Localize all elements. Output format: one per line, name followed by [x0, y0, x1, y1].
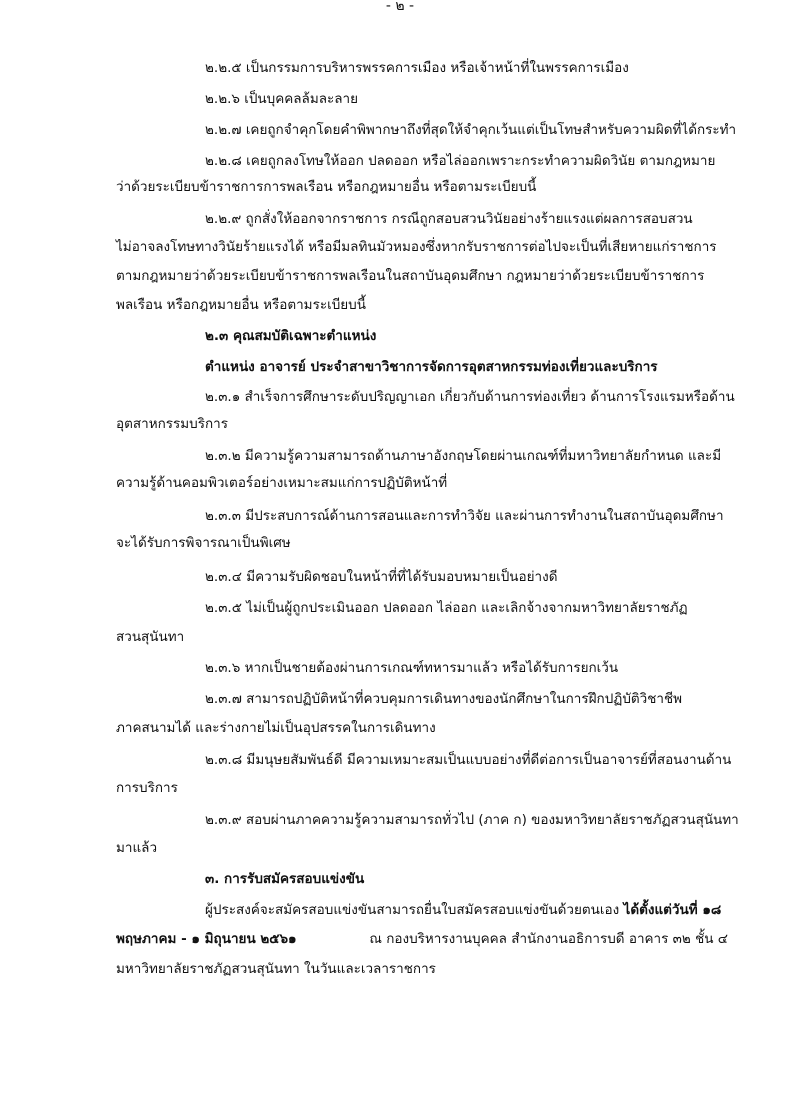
clause-2-2-9-cont-2: ตามกฎหมายว่าด้วยระเบียบข้าราชการพลเรือนในสถาบันอุดมศึกษา กฎหมายว่าด้วยระเบียบข้าราชการ [116, 268, 705, 284]
clause-2-3-1: ๒.๓.๑ สำเร็จการศึกษาระดับปริญญาเอก เกี่ยวกับด้านการท่องเที่ยว ด้านการโรงแรมหรือด้าน [205, 389, 735, 405]
clause-2-3-7-cont: ภาคสนามได้ และร่างกายไม่เป็นอุปสรรคในการเดินทาง [116, 720, 436, 736]
section-2-3-heading: ๒.๓ คุณสมบัติเฉพาะตำแหน่ง [205, 328, 377, 344]
section-3-heading: ๓. การรับสมัครสอบแข่งขัน [205, 871, 365, 887]
clause-2-3-5: ๒.๓.๕ ไม่เป็นผู้ถูกประเมินออก ปลดออก ไล่ออก และเลิกจ้างจากมหาวิทยาลัยราชภัฏ [205, 600, 688, 616]
application-date-range: พฤษภาคม - ๑ มิถุนายน ๒๕๖๑ [116, 931, 297, 947]
clause-2-3-9-cont: มาแล้ว [116, 840, 158, 856]
clause-2-2-6: ๒.๒.๖ เป็นบุคคลล้มละลาย [205, 91, 359, 107]
clause-2-2-8-cont: ว่าด้วยระเบียบข้าราชการการพลเรือน หรือกฎหมายอื่น หรือตามระเบียบนี้ [116, 179, 537, 195]
application-paragraph-line-3: มหาวิทยาลัยราชภัฏสวนสุนันทา ในวันและเวลาราชการ [116, 961, 436, 977]
clause-2-2-7: ๒.๒.๗ เคยถูกจำคุกโดยคำพิพากษาถึงที่สุดให้จำคุกเว้นแต่เป็นโทษสำหรับความผิดที่ได้กระทำ [205, 122, 737, 138]
clause-2-3-9: ๒.๓.๙ สอบผ่านภาคความรู้ความสามารถทั่วไป (ภาค ก) ของมหาวิทยาลัยราชภัฏสวนสุนันทา [205, 812, 739, 828]
application-location: ณ กองบริหารงานบุคคล สำนักงานอธิการบดี อาคาร ๓๒ ชั้น ๔ [369, 931, 728, 947]
page-number: - ๒ - [385, 0, 415, 14]
application-paragraph-line-2 [116, 929, 728, 949]
clause-2-3-2-cont: ความรู้ด้านคอมพิวเตอร์อย่างเหมาะสมแก่การปฏิบัติหน้าที่ [116, 475, 448, 491]
clause-2-2-9-cont-3: พลเรือน หรือกฎหมายอื่น หรือตามระเบียบนี้ [116, 297, 366, 313]
clause-2-3-6: ๒.๓.๖ หากเป็นชายต้องผ่านการเกณฑ์ทหารมาแล้ว หรือได้รับการยกเว้น [205, 660, 619, 676]
application-start-date: ได้ตั้งแต่วันที่ ๑๘ [623, 902, 722, 918]
application-intro-text: ผู้ประสงค์จะสมัครสอบแข่งขันสามารถยื่นใบสมัครสอบแข่งขันด้วยตนเอง [205, 902, 620, 918]
clause-2-3-8: ๒.๓.๘ มีมนุษยสัมพันธ์ดี มีความเหมาะสมเป็นแบบอย่างที่ดีต่อการเป็นอาจารย์ที่สอนงานด้าน [205, 752, 732, 768]
clause-2-3-4: ๒.๓.๔ มีความรับผิดชอบในหน้าที่ที่ได้รับมอบหมายเป็นอย่างดี [205, 569, 558, 585]
position-title: ตำแหน่ง อาจารย์ ประจำสาขาวิชาการจัดการอุตสาหกรรมท่องเที่ยวและบริการ [205, 359, 658, 375]
clause-2-2-8: ๒.๒.๘ เคยถูกลงโทษให้ออก ปลดออก หรือไล่ออกเพราะกระทำความผิดวินัย ตามกฎหมาย [205, 153, 716, 169]
clause-2-3-7: ๒.๓.๗ สามารถปฏิบัติหน้าที่ควบคุมการเดินทางของนักศึกษาในการฝึกปฏิบัติวิชาชีพ [205, 691, 683, 707]
clause-2-2-9: ๒.๒.๙ ถูกสั่งให้ออกจากราชการ กรณีถูกสอบสวนวินัยอย่างร้ายแรงแต่ผลการสอบสวน [205, 211, 693, 227]
clause-2-2-9-cont-1: ไม่อาจลงโทษทางวินัยร้ายแรงได้ หรือมีมลทินมัวหมองซึ่งหากรับราชการต่อไปจะเป็นที่เสียหายแก่ราชการ [116, 239, 717, 255]
clause-2-3-8-cont: การบริการ [116, 780, 178, 796]
clause-2-3-1-cont: อุตสาหกรรมบริการ [116, 416, 228, 432]
clause-2-3-5-cont: สวนสุนันทา [116, 629, 185, 645]
clause-2-3-3: ๒.๓.๓ มีประสบการณ์ด้านการสอนและการทำวิจัย และผ่านการทำงานในสถาบันอุดมศึกษา [205, 508, 724, 524]
application-paragraph-line-1 [205, 900, 721, 920]
clause-2-3-3-cont: จะได้รับการพิจารณาเป็นพิเศษ [116, 535, 291, 551]
clause-2-3-2: ๒.๓.๒ มีความรู้ความสามารถด้านภาษาอังกฤษโดยผ่านเกณฑ์ที่มหาวิทยาลัยกำหนด และมี [205, 448, 722, 464]
clause-2-2-5: ๒.๒.๕ เป็นกรรมการบริหารพรรคการเมือง หรือเจ้าหน้าที่ในพรรคการเมือง [205, 60, 629, 76]
